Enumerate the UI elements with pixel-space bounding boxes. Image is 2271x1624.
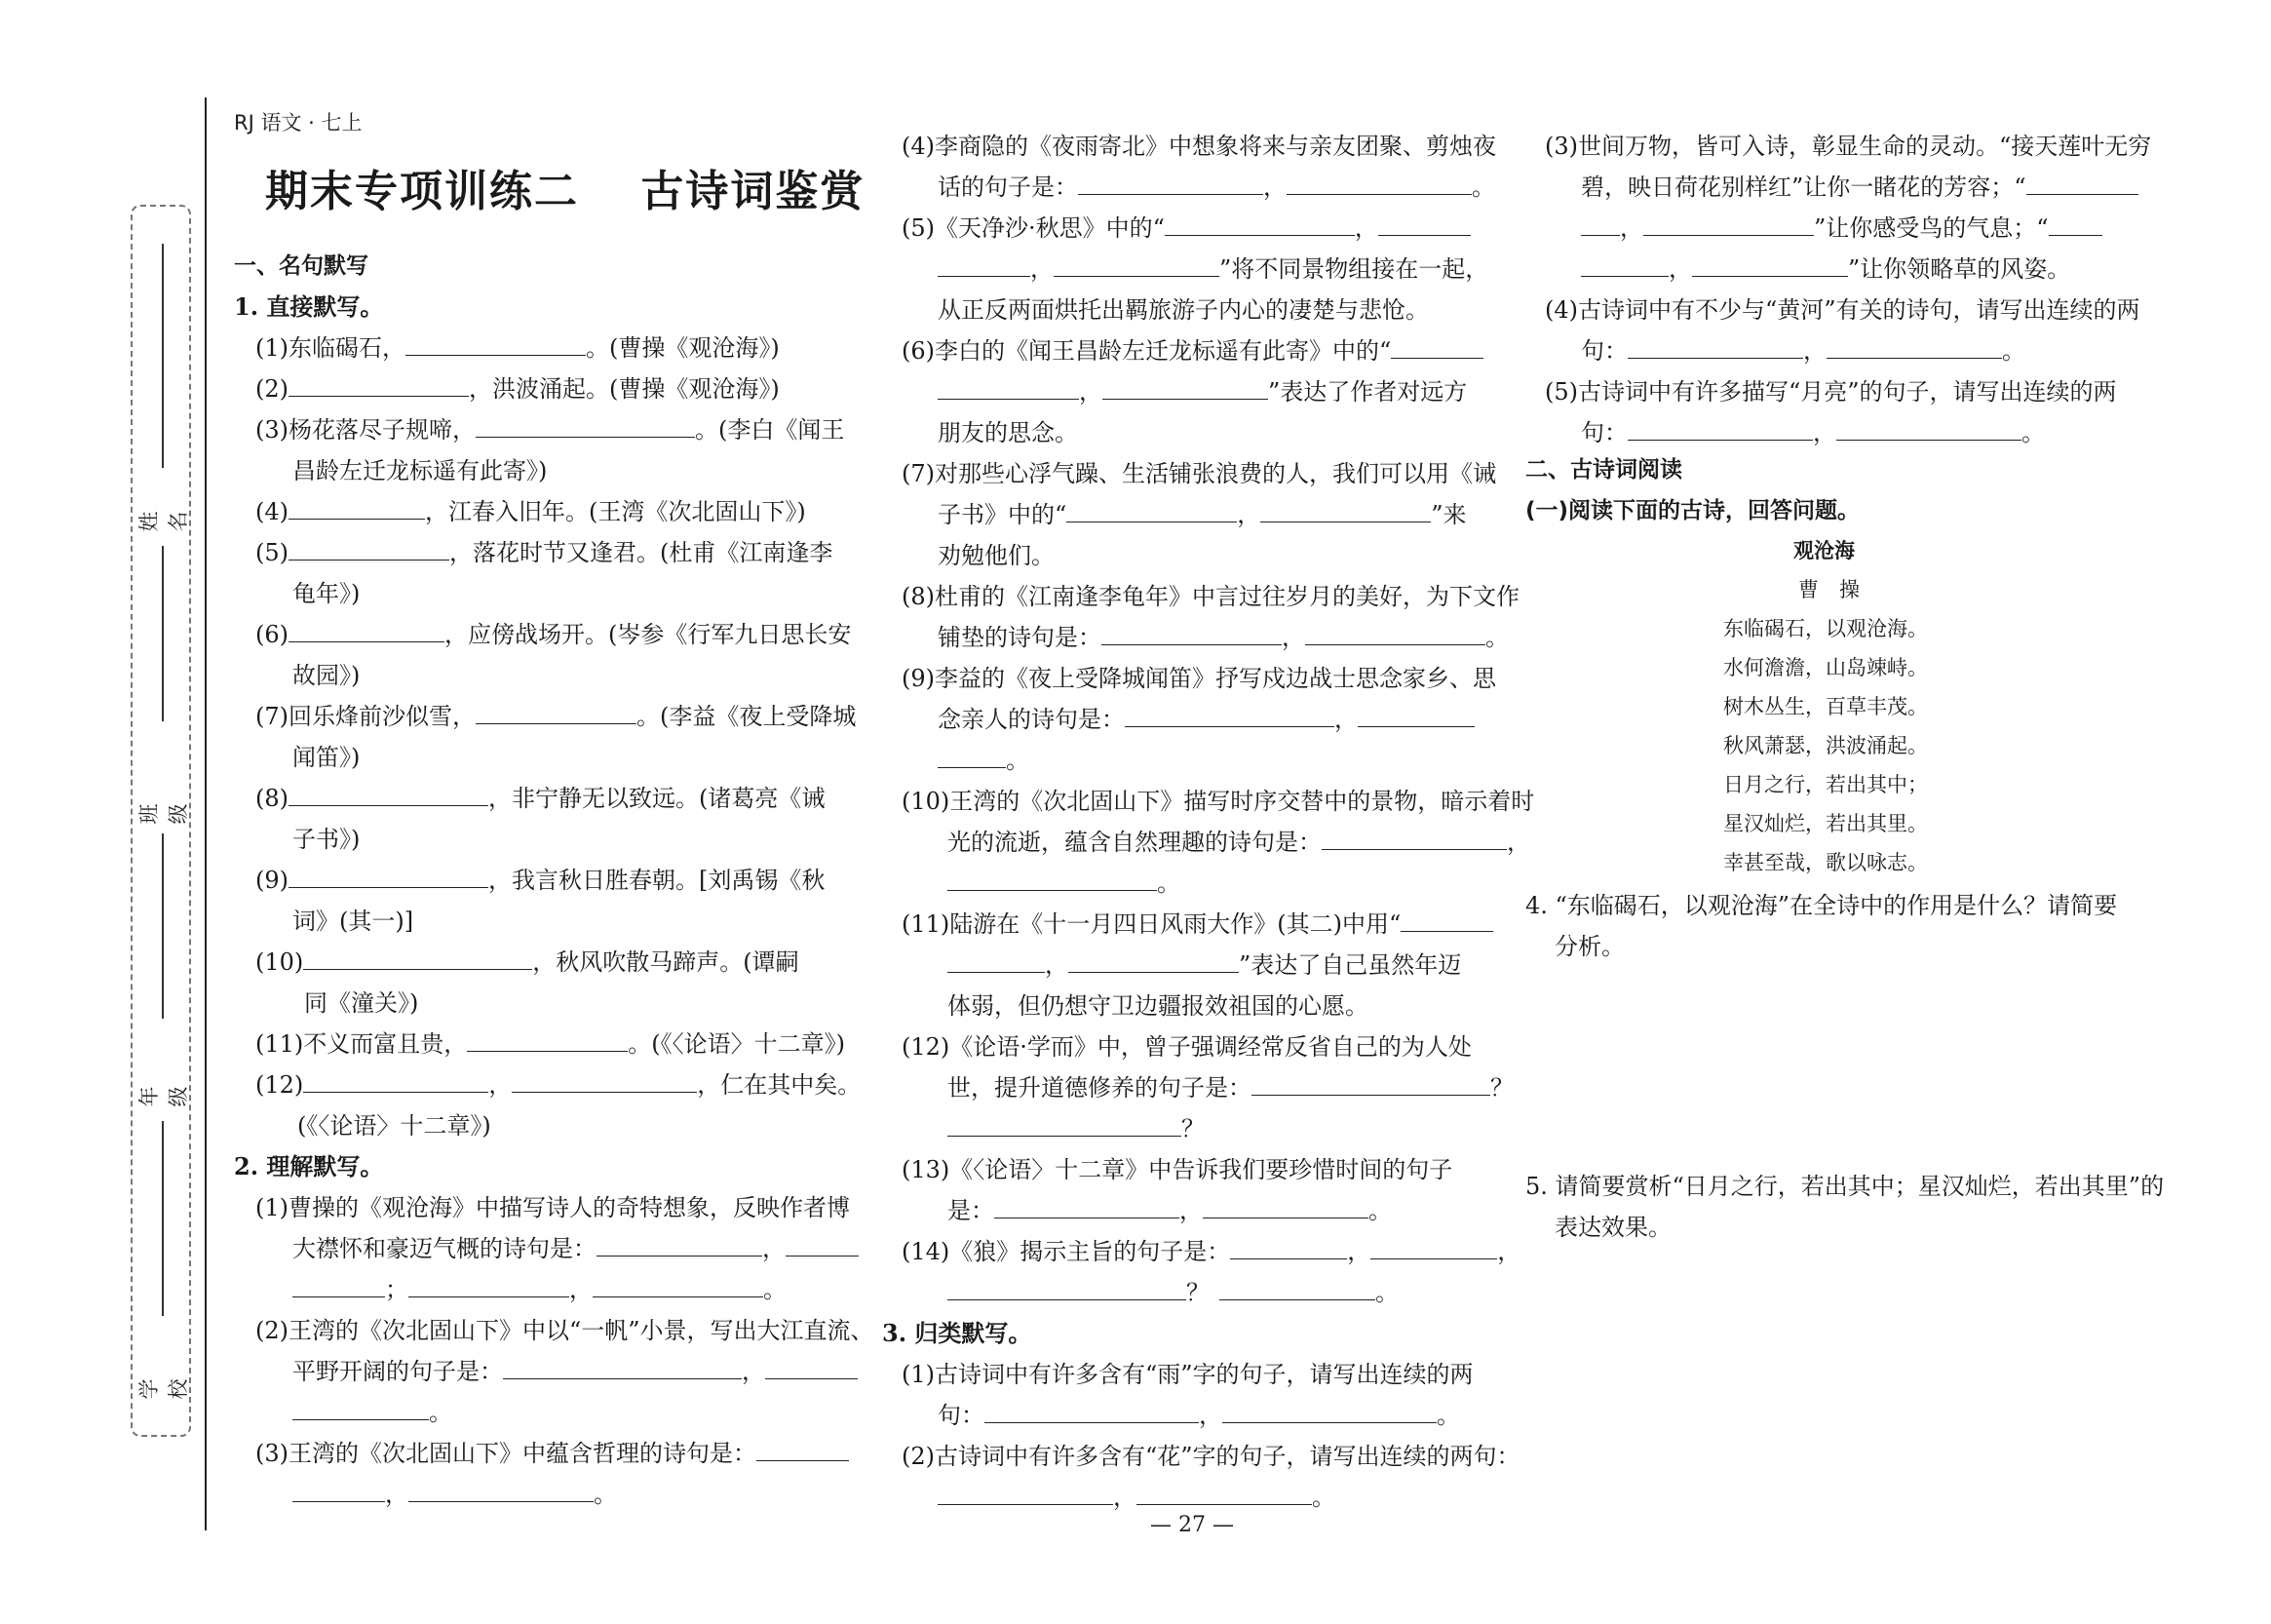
answer-blank[interactable] [289,620,444,642]
answer-blank[interactable] [1066,500,1237,522]
answer-blank[interactable] [1054,254,1219,277]
answer-blank[interactable] [289,497,425,520]
q1-item-2: (2) ，洪波涌起。(曹操《观沧海》) [255,375,780,403]
q5-text: 5. 请简要赏析“日月之行，若出其中；星汉灿烂，若出其里”的 [1525,1173,2165,1200]
q1-item-8: (8) ，非宁静无以致远。(诸葛亮《诫 [255,785,826,812]
q3-c-line3: ， ”让你感受鸟的气息；“ [1581,213,2102,243]
answer-blank[interactable] [512,1070,697,1093]
q2-j-text: (10)王湾的《次北固山下》描写时序交替中的景物，暗示着时 [902,788,1535,815]
q2-l-answer-2: ？ [947,1114,1205,1143]
q2-b-answer-2: 。 [292,1398,452,1427]
q2-f-cont: 朋友的思念。 [938,419,1078,446]
q2-m-text: (13)《〈论语〉十二章》中告诉我们要珍惜时间的句子 [902,1156,1453,1183]
q1-item-10-cont: 同《潼关》) [304,989,419,1017]
answer-blank[interactable] [1827,336,2002,359]
answer-blank[interactable] [1370,1237,1497,1259]
answer-blank[interactable] [984,1401,1199,1423]
q3-d-text: (4)古诗词中有不少与“黄河”有关的诗句，请写出连续的两 [1545,296,2140,324]
q3-c-line4: ， ”让你领略草的风姿。 [1581,254,2070,284]
q2-e-cont: 从正反两面烘托出羁旅游子内心的凄楚与悲怆。 [938,296,1429,324]
answer-blank[interactable] [1628,418,1813,441]
q3-a-answer: 句： ， 。 [938,1402,1460,1429]
answer-blank[interactable] [1068,950,1239,973]
book-header: RJ 语文 · 七上 [234,111,363,135]
q1-item-4: (4) ，江春入旧年。(王湾《次北固山下》) [255,498,806,525]
answer-blank[interactable] [1287,173,1472,195]
q2-k-text: (11)陆游在《十一月四日风雨大作》(其二)中用“ [902,909,1493,939]
q2-e-answer: ， ”将不同景物组接在一起， [938,254,1488,284]
q2-k-answer: ， ”表达了自己虽然年迈 [947,950,1461,980]
answer-blank[interactable] [2049,213,2102,236]
q2-b-text: (2)王湾的《次北固山下》中以“一帆”小景，写出大江直流、 [255,1317,874,1344]
q2-j-answer: 光的流逝，蕴含自然理趣的诗句是： ， [947,829,1530,856]
poem-line: 秋风萧瑟，洪波涌起。 [1723,734,1928,757]
q2-a-answer: 大襟怀和豪迈气概的诗句是： ， [292,1234,859,1263]
answer-blank[interactable] [1581,213,1620,236]
answer-blank[interactable] [1628,336,1803,359]
q2-i-text: (9)李益的《夜上受降城闻笛》抒写戍边战士思念家乡、思 [902,665,1496,692]
answer-blank[interactable] [289,374,469,397]
q3-b-text: (2)古诗词中有许多含有“花”字的句子，请写出连续的两句： [902,1443,1520,1470]
q2-l-text: (12)《论语·学而》中，曾子强调经常反省自己的为人处 [902,1033,1472,1061]
answer-blank[interactable] [289,538,449,561]
answer-blank[interactable] [756,1439,849,1461]
answer-blank[interactable] [1322,828,1507,850]
answer-blank[interactable] [405,333,586,356]
q3-e-text: (5)古诗词中有许多描写“月亮”的句子，请写出连续的两 [1545,378,2117,406]
answer-blank[interactable] [292,1480,385,1502]
answer-blank[interactable] [1260,500,1431,522]
poem-line: 幸甚至哉，歌以咏志。 [1723,851,1928,874]
q3-d-answer: 句： ， 。 [1581,337,2025,365]
q2-i-answer: 念亲人的诗句是： ， [938,705,1475,734]
answer-blank[interactable] [593,1275,763,1297]
q1-item-7-cont: 闻笛》) [292,744,361,771]
poem-author: 曹 操 [1798,578,1860,601]
answer-blank[interactable] [765,1357,858,1379]
answer-blank[interactable] [947,1278,1186,1300]
q1-item-1: (1)东临碣石， 。(曹操《观沧海》) [255,334,780,362]
q1-item-3-cont: 昌龄左迁龙标遥有此寄》) [292,457,548,484]
answer-blank[interactable] [1692,254,1848,277]
name-field-line[interactable] [162,244,164,468]
answer-blank[interactable] [1230,1237,1347,1259]
q5-answer-area[interactable] [1555,1257,2130,1501]
answer-blank[interactable] [303,947,532,970]
margin-rule [205,97,207,1530]
poem-line: 星汉灿烂，若出其里。 [1723,812,1928,835]
answer-blank[interactable] [1222,1401,1437,1423]
q2-d-answer: 话的句子是： ， 。 [938,174,1495,201]
answer-blank[interactable] [1401,909,1493,932]
poem-line: 水何澹澹，山岛竦峙。 [1723,656,1928,679]
q1-item-12: (12) ， ，仁在其中矣。 [255,1071,862,1099]
q1-item-3: (3)杨花落尽子规啼， 。(李白《闻王 [255,416,845,444]
answer-blank[interactable] [1358,705,1475,727]
q2-i-answer-2: 。 [938,746,1029,775]
q3-b-answer: ， 。 [938,1483,1335,1512]
answer-blank[interactable] [938,1483,1113,1505]
q2-a-answer-2: ； ， 。 [292,1275,787,1304]
grade-field-line[interactable] [162,1121,164,1316]
answer-blank[interactable] [289,866,488,888]
q2-b-answer: 平野开阔的句子是： ， [292,1357,858,1386]
q3-a-text: (1)古诗词中有许多含有“雨”字的句子，请写出连续的两 [902,1361,1474,1388]
q2-n-text: (14)《狼》揭示主旨的句子是： ， ， [902,1238,1521,1265]
answer-blank[interactable] [1165,213,1355,236]
poem-line: 日月之行，若出其中； [1723,773,1928,796]
answer-blank[interactable] [2026,173,2138,195]
answer-blank[interactable] [1378,213,1471,236]
poem-title: 观沧海 [1793,539,1855,562]
q2-n-answer: ？ 。 [947,1278,1399,1307]
q1-item-9: (9) ，我言秋日胜春朝。[刘禹锡《秋 [255,867,826,894]
answer-blank[interactable] [938,746,1006,768]
q2-h-answer: 铺垫的诗句是： ， 。 [938,624,1509,651]
q3-e-answer: 句： ， 。 [1581,419,2045,446]
q2-d-text: (4)李商隐的《夜雨寄北》中想象将来与亲友团聚、剪烛夜 [902,133,1496,160]
q4-text-cont: 分析。 [1555,933,1625,960]
answer-blank[interactable] [1203,1196,1368,1218]
name-label: 姓名 [137,511,190,532]
q1-item-8-cont: 子书》) [292,826,361,853]
answer-blank[interactable] [503,1357,742,1379]
q2-g-answer: 子书》中的“ ， ”来 [938,501,1467,528]
q4-text: 4. “东临碣石，以观沧海”在全诗中的作用是什么？请简要 [1525,892,2118,919]
q1-item-9-cont: 词》(其一)] [292,908,414,935]
answer-blank[interactable] [1251,1073,1490,1096]
class-field-line[interactable] [162,833,164,1019]
q2-c-answer: ， 。 [292,1480,617,1509]
answer-blank[interactable] [476,702,636,724]
q5-text-cont: 表达效果。 [1555,1214,1672,1241]
q1-item-7: (7)回乐烽前沙似雪， 。(李益《夜上受降城 [255,703,857,730]
answer-blank[interactable] [947,950,1045,973]
answer-blank[interactable] [597,1234,762,1257]
poem-line: 东临碣石，以观沧海。 [1723,617,1928,640]
q2-h-text: (8)杜甫的《江南逢李龟年》中言过往岁月的美好，为下文作 [902,583,1520,610]
answer-blank[interactable] [467,1029,628,1052]
q2-heading: 2. 理解默写。 [234,1152,384,1180]
page-title: 期末专项训练二 古诗词鉴赏 [265,167,866,216]
section-1-heading: 一、名句默写 [234,253,368,279]
q2-l-answer: 世，提升道德修养的句子是： ？ [947,1074,1514,1102]
class-label: 班级 [137,803,190,825]
answer-blank[interactable] [1643,213,1814,236]
answer-blank[interactable] [1078,173,1263,195]
q2-f-text: (6)李白的《闻王昌龄左迁龙标遥有此寄》中的“ [902,336,1483,366]
grade-label: 年级 [137,1086,190,1107]
page-number: — 27 — [1150,1513,1234,1537]
answer-blank[interactable] [938,254,1030,277]
q1-item-12-cont: (《〈论语〉十二章》) [297,1112,491,1140]
q3-c-line2: 碧，映日荷花别样红”让你一睹花的芳容；“ [1581,173,2138,202]
q2-m-answer: 是： ， 。 [947,1197,1392,1224]
q3-heading: 3. 归类默写。 [882,1319,1032,1347]
answer-blank[interactable] [994,1196,1179,1218]
school-label: 学校 [137,1378,190,1400]
answer-blank[interactable] [1581,254,1669,277]
answer-blank[interactable] [938,377,1079,400]
q2-j-answer-2: 。 [947,869,1180,898]
q2-f-answer: ， ”表达了作者对远方 [938,377,1467,406]
answer-blank[interactable] [1836,418,2021,441]
answer-blank[interactable] [292,1398,429,1420]
q1-item-5: (5) ，落花时节又逢君。(杜甫《江南逢李 [255,539,833,566]
q2-c-text: (3)王湾的《次北固山下》中蕴含哲理的诗句是： [255,1439,849,1468]
q2-k-cont: 体弱，但仍想守卫边疆报效祖国的心愿。 [947,992,1368,1020]
subsection-1-heading: (一)阅读下面的古诗，回答问题。 [1525,498,1861,523]
answer-blank[interactable] [1125,705,1334,727]
answer-blank[interactable] [947,1114,1181,1137]
answer-blank[interactable] [1102,377,1268,400]
q3-c-text: (3)世间万物，皆可入诗，彰显生命的灵动。“接天莲叶无穷 [1545,133,2152,160]
q2-g-text: (7)对那些心浮气躁、生活铺张浪费的人，我们可以用《诫 [902,460,1496,487]
q2-e-text: (5)《天净沙·秋思》中的“ ， [902,213,1471,243]
q4-answer-area[interactable] [1555,975,2130,1150]
answer-blank[interactable] [1305,623,1485,645]
answer-blank[interactable] [408,1275,569,1297]
answer-blank[interactable] [292,1275,385,1297]
q1-item-10: (10) ，秋风吹散马蹄声。(谭嗣 [255,948,799,976]
answer-blank[interactable] [476,415,695,438]
answer-blank[interactable] [303,1070,488,1093]
q1-item-6: (6) ，应傍战场开。(岑参《行军九日思长安 [255,621,852,648]
answer-blank[interactable] [947,869,1157,891]
poem-line: 树木丛生，百草丰茂。 [1723,695,1928,718]
answer-blank[interactable] [408,1480,594,1502]
q1-item-6-cont: 故园》) [292,662,361,689]
answer-blank[interactable] [1391,336,1483,359]
answer-blank[interactable] [1101,623,1282,645]
answer-blank[interactable] [289,784,488,806]
q1-item-11: (11)不义而富且贵， 。(《〈论语〉十二章》) [255,1030,845,1058]
answer-blank[interactable] [1136,1483,1312,1505]
q1-item-5-cont: 龟年》) [292,580,361,607]
q2-g-cont: 劝勉他们。 [938,542,1055,569]
q1-heading: 1. 直接默写。 [234,292,384,321]
name-field-line-2[interactable] [162,546,164,721]
q2-a-text: (1)曹操的《观沧海》中描写诗人的奇特想象，反映作者博 [255,1194,850,1221]
section-2-heading: 二、古诗词阅读 [1525,457,1682,483]
answer-blank[interactable] [1219,1278,1375,1300]
answer-blank[interactable] [786,1234,859,1257]
